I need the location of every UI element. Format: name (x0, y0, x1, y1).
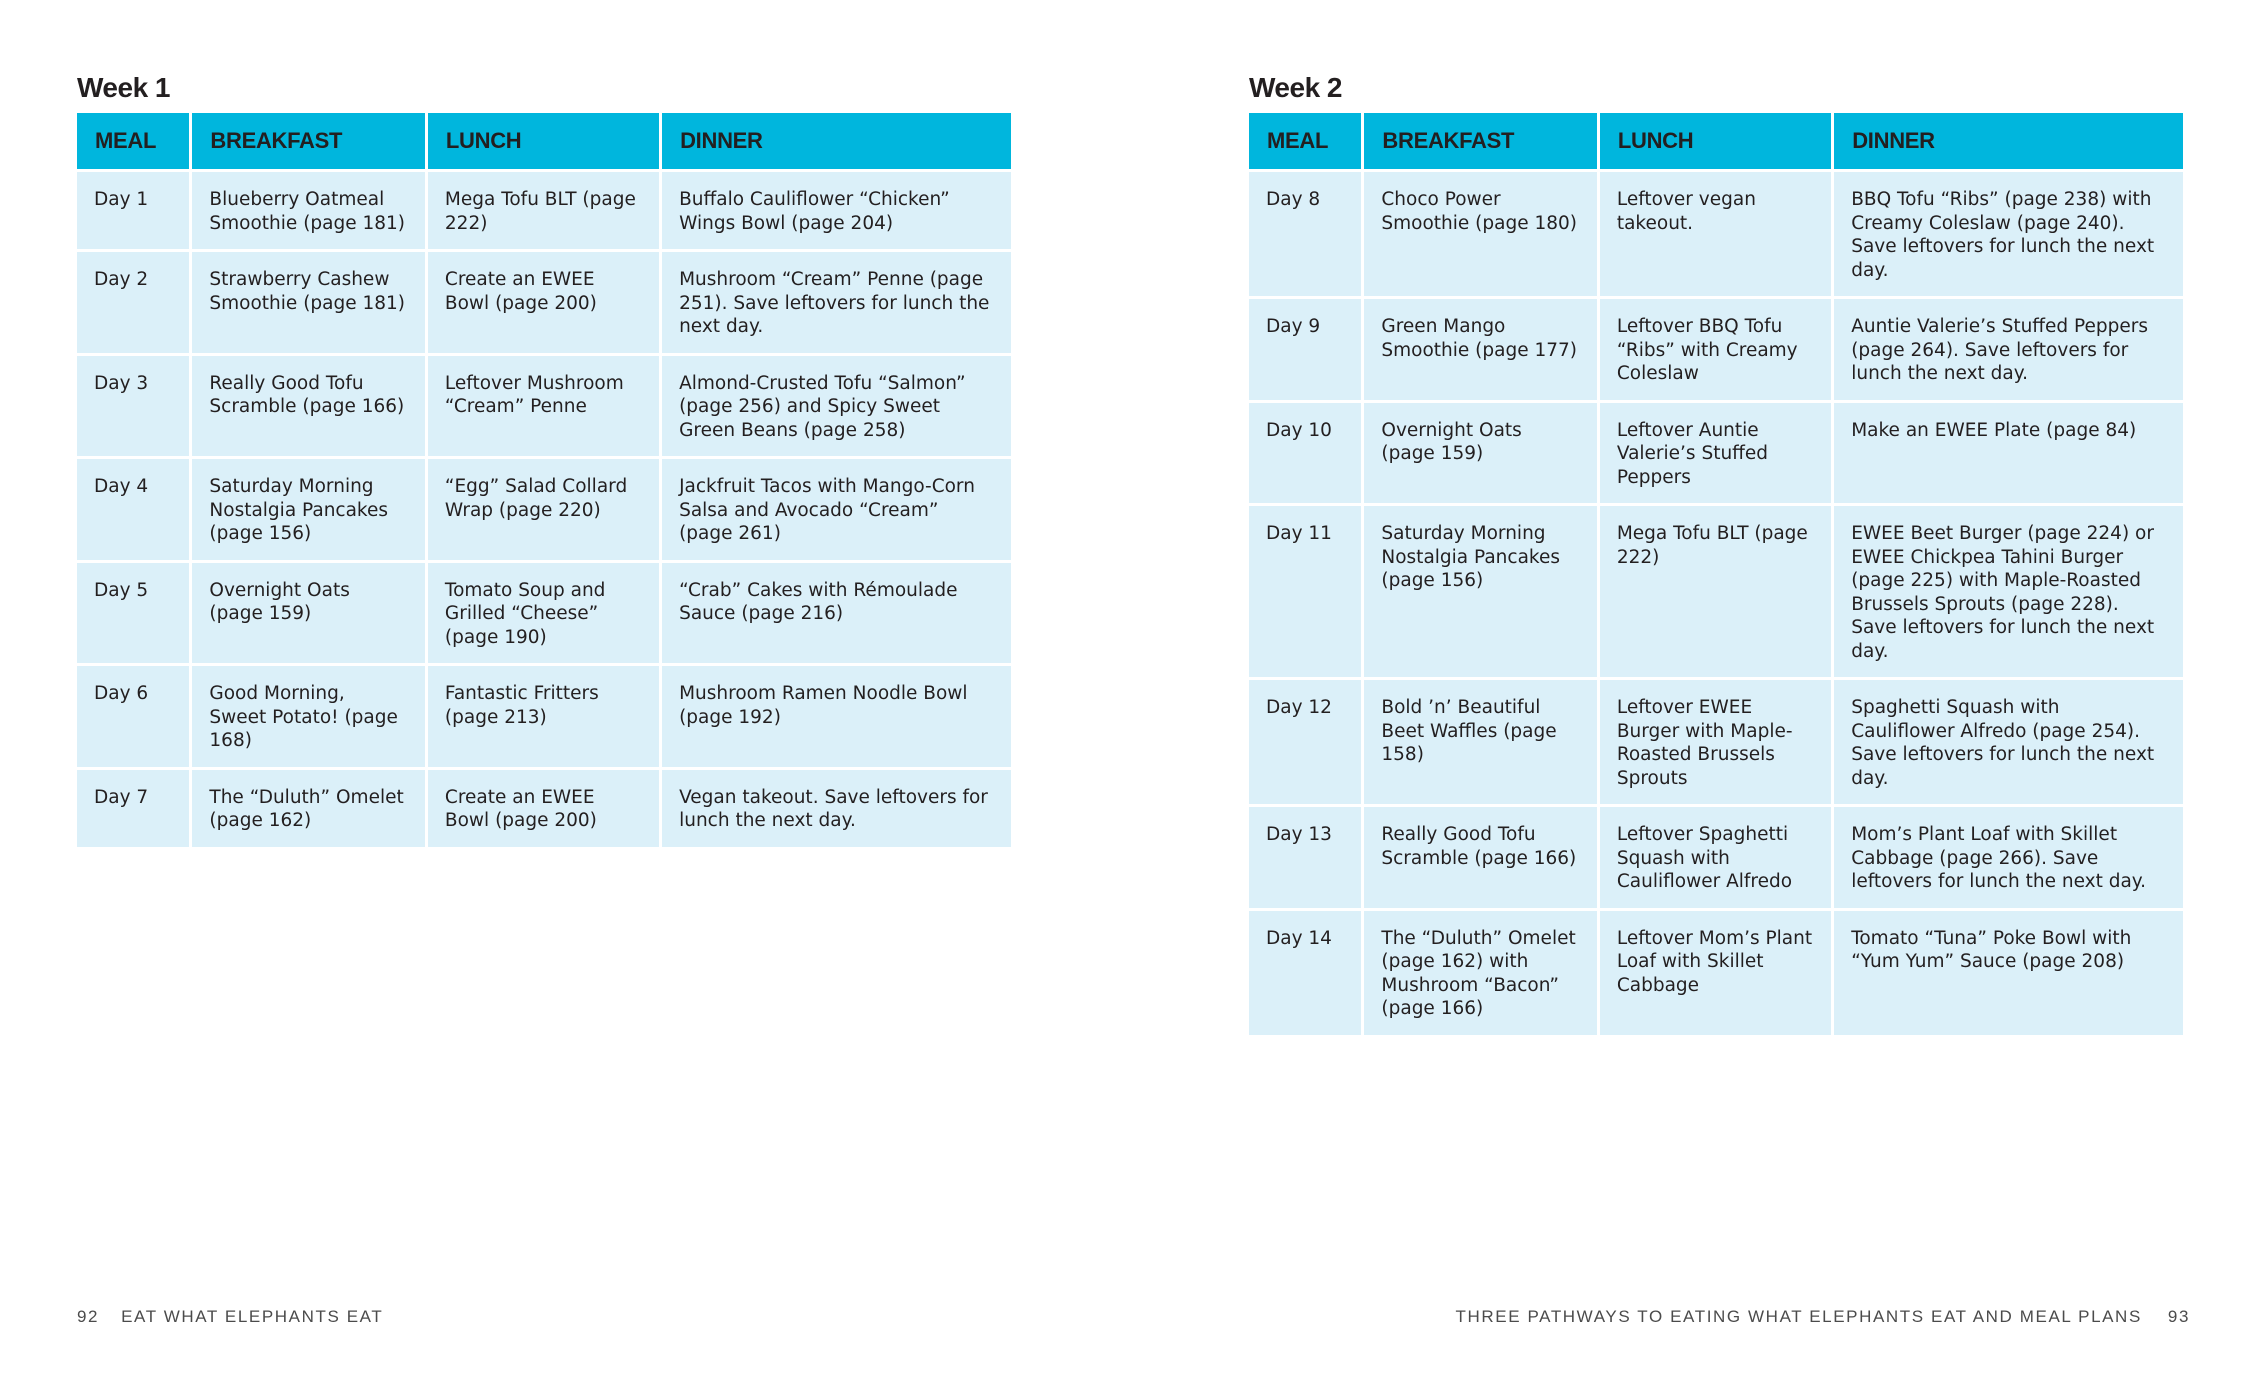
lunch-cell: Tomato Soup and Grilled “Cheese” (page 190) (428, 563, 659, 664)
table-header-row (1249, 113, 2183, 169)
page-number: 92 (77, 1307, 100, 1326)
day-cell: Day 6 (77, 666, 189, 767)
day-cell: Day 11 (1249, 506, 1361, 677)
day-cell: Day 12 (1249, 680, 1361, 804)
dinner-cell: EWEE Beet Burger (page 224) or EWEE Chickpea Tahini Burger (page 225) with Maple-Roasted Brussels Sprouts (page 228). Save leftovers for lunch the next day. (1834, 506, 2183, 677)
left-page-footer (77, 1307, 383, 1327)
table-row (77, 172, 1011, 249)
breakfast-cell: Saturday Morning Nostalgia Pancakes (page 156) (1364, 506, 1596, 677)
table-row (1249, 172, 2183, 296)
day-cell: Day 4 (77, 459, 189, 560)
day-cell: Day 10 (1249, 403, 1361, 504)
dinner-cell: Vegan takeout. Save leftovers for lunch the next day. (662, 770, 1011, 847)
breakfast-cell: Saturday Morning Nostalgia Pancakes (page 156) (192, 459, 425, 560)
dinner-cell: Auntie Valerie’s Stuffed Peppers (page 264). Save leftovers for lunch the next day. (1834, 299, 2183, 400)
dinner-cell: Jackfruit Tacos with Mango-Corn Salsa and Avocado “Cream” (page 261) (662, 459, 1011, 560)
dinner-cell: Almond-Crusted Tofu “Salmon” (page 256) and Spicy Sweet Green Beans (page 258) (662, 356, 1011, 457)
table-row (77, 459, 1011, 560)
day-cell: Day 5 (77, 563, 189, 664)
header-meal: MEAL (1249, 113, 1361, 169)
lunch-cell: Mega Tofu BLT (page 222) (1600, 506, 1831, 677)
breakfast-cell: Overnight Oats (page 159) (1364, 403, 1596, 504)
dinner-cell: Spaghetti Squash with Cauliflower Alfredo (page 254). Save leftovers for lunch the next day. (1834, 680, 2183, 804)
table-row (1249, 403, 2183, 504)
day-cell: Day 2 (77, 252, 189, 353)
day-cell: Day 14 (1249, 911, 1361, 1035)
table-row (77, 563, 1011, 664)
day-cell: Day 7 (77, 770, 189, 847)
breakfast-cell: The “Duluth” Omelet (page 162) with Mushroom “Bacon” (page 166) (1364, 911, 1596, 1035)
table-row (1249, 299, 2183, 400)
day-cell: Day 9 (1249, 299, 1361, 400)
table-row (1249, 911, 2183, 1035)
week-2-title: Week 2 (1249, 72, 1342, 103)
right-page-footer (1456, 1307, 2190, 1327)
header-dinner: DINNER (1834, 113, 2183, 169)
dinner-cell: Mom’s Plant Loaf with Skillet Cabbage (page 266). Save leftovers for lunch the next day. (1834, 807, 2183, 908)
right-page (1131, 0, 2262, 1399)
header-meal: MEAL (77, 113, 189, 169)
lunch-cell: Create an EWEE Bowl (page 200) (428, 252, 659, 353)
table-header-row (77, 113, 1011, 169)
dinner-cell: “Crab” Cakes with Rémoulade Sauce (page 216) (662, 563, 1011, 664)
breakfast-cell: Green Mango Smoothie (page 177) (1364, 299, 1596, 400)
table-row (1249, 680, 2183, 804)
breakfast-cell: Choco Power Smoothie (page 180) (1364, 172, 1596, 296)
lunch-cell: Leftover vegan takeout. (1600, 172, 1831, 296)
day-cell: Day 1 (77, 172, 189, 249)
header-breakfast: BREAKFAST (1364, 113, 1596, 169)
breakfast-cell: Strawberry Cashew Smoothie (page 181) (192, 252, 425, 353)
dinner-cell: BBQ Tofu “Ribs” (page 238) with Creamy Coleslaw (page 240). Save leftovers for lunch the next day. (1834, 172, 2183, 296)
lunch-cell: Leftover Mushroom “Cream” Penne (428, 356, 659, 457)
week-1-meal-plan-table (74, 110, 1014, 850)
lunch-cell: Leftover Mom’s Plant Loaf with Skillet Cabbage (1600, 911, 1831, 1035)
lunch-cell: “Egg” Salad Collard Wrap (page 220) (428, 459, 659, 560)
lunch-cell: Mega Tofu BLT (page 222) (428, 172, 659, 249)
dinner-cell: Buffalo Cauliflower “Chicken” Wings Bowl (page 204) (662, 172, 1011, 249)
lunch-cell: Create an EWEE Bowl (page 200) (428, 770, 659, 847)
header-dinner: DINNER (662, 113, 1011, 169)
dinner-cell: Mushroom “Cream” Penne (page 251). Save leftovers for lunch the next day. (662, 252, 1011, 353)
table-row (77, 252, 1011, 353)
header-lunch: LUNCH (1600, 113, 1831, 169)
week-2-meal-plan-table (1246, 110, 2186, 1038)
lunch-cell: Leftover EWEE Burger with Maple-Roasted Brussels Sprouts (1600, 680, 1831, 804)
breakfast-cell: Blueberry Oatmeal Smoothie (page 181) (192, 172, 425, 249)
running-title: EAT WHAT ELEPHANTS EAT (121, 1307, 384, 1326)
breakfast-cell: Bold ’n’ Beautiful Beet Waffles (page 158) (1364, 680, 1596, 804)
table-row (1249, 506, 2183, 677)
lunch-cell: Fantastic Fritters (page 213) (428, 666, 659, 767)
dinner-cell: Tomato “Tuna” Poke Bowl with “Yum Yum” Sauce (page 208) (1834, 911, 2183, 1035)
day-cell: Day 13 (1249, 807, 1361, 908)
lunch-cell: Leftover Spaghetti Squash with Cauliflower Alfredo (1600, 807, 1831, 908)
breakfast-cell: Good Morning, Sweet Potato! (page 168) (192, 666, 425, 767)
day-cell: Day 3 (77, 356, 189, 457)
breakfast-cell: Really Good Tofu Scramble (page 166) (1364, 807, 1596, 908)
table-row (1249, 807, 2183, 908)
day-cell: Day 8 (1249, 172, 1361, 296)
week-1-title: Week 1 (77, 72, 170, 103)
table-row (77, 770, 1011, 847)
breakfast-cell: The “Duluth” Omelet (page 162) (192, 770, 425, 847)
dinner-cell: Make an EWEE Plate (page 84) (1834, 403, 2183, 504)
table-row (77, 356, 1011, 457)
lunch-cell: Leftover Auntie Valerie’s Stuffed Peppers (1600, 403, 1831, 504)
lunch-cell: Leftover BBQ Tofu “Ribs” with Creamy Coleslaw (1600, 299, 1831, 400)
page-number: 93 (2167, 1307, 2190, 1326)
header-lunch: LUNCH (428, 113, 659, 169)
dinner-cell: Mushroom Ramen Noodle Bowl (page 192) (662, 666, 1011, 767)
running-title: THREE PATHWAYS TO EATING WHAT ELEPHANTS EAT AND MEAL PLANS (1455, 1307, 2142, 1326)
table-row (77, 666, 1011, 767)
breakfast-cell: Overnight Oats (page 159) (192, 563, 425, 664)
header-breakfast: BREAKFAST (192, 113, 425, 169)
breakfast-cell: Really Good Tofu Scramble (page 166) (192, 356, 425, 457)
